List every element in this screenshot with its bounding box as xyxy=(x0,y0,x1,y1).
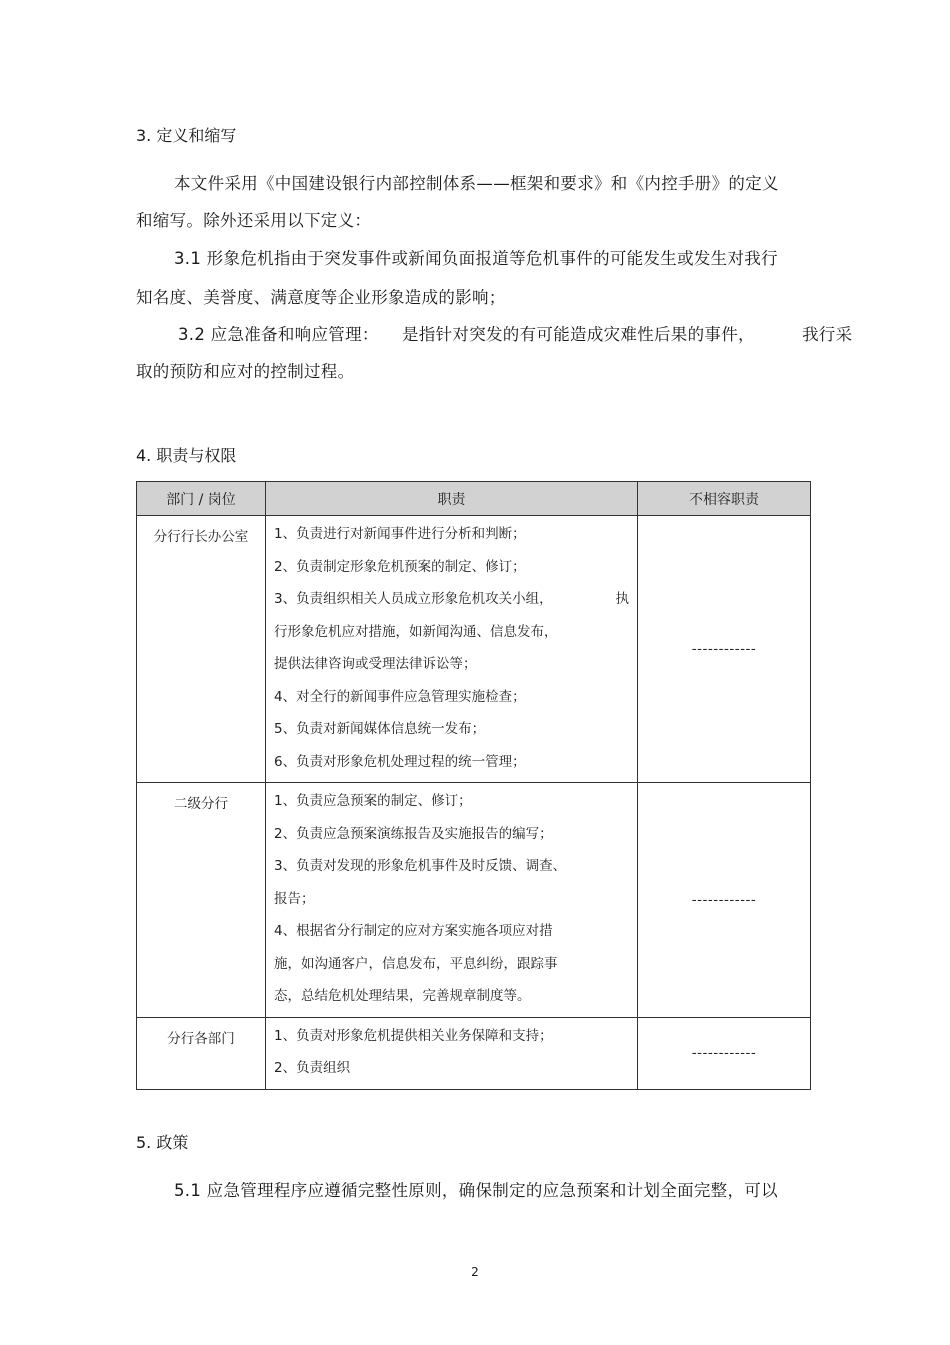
incompatible-cell: ------------ xyxy=(638,1017,811,1089)
section-4-heading: 4. 职责与权限 xyxy=(136,446,237,465)
incompatible-cell: ------------ xyxy=(638,516,811,783)
duties-cell xyxy=(266,783,638,1018)
policy-5-1-line-1: 5.1 应急管理程序应遵循完整性原则，确保制定的应急预案和计划全面完整，可以 xyxy=(174,1181,778,1200)
duty-line: 5、负责对新闻媒体信息统一发布； xyxy=(274,721,486,737)
duty-line: 1、负责应急预案的制定、修订； xyxy=(274,793,472,809)
header-incompatible: 不相容职责 xyxy=(638,482,811,516)
section-3-heading: 3. 定义和缩写 xyxy=(136,126,237,145)
definition-3-1-line-2: 知名度、美誉度、满意度等企业形象造成的影响； xyxy=(136,288,506,307)
table-row xyxy=(137,516,811,783)
duty-line-tail: 执 xyxy=(615,591,629,607)
table-header-row xyxy=(137,482,811,516)
duty-line: 4、根据省分行制定的应对方案实施各项应对措 xyxy=(274,923,553,939)
duties-cell xyxy=(266,1017,638,1089)
department-name: 分行各部门 xyxy=(167,1030,235,1047)
department-cell xyxy=(137,1017,266,1089)
definition-3-2-line-2: 取的预防和应对的控制过程。 xyxy=(136,362,355,381)
duty-line: 行形象危机应对措施，如新闻沟通、信息发布， xyxy=(274,623,558,640)
duty-line: 2、负责组织 xyxy=(274,1060,351,1076)
definition-3-1-line-1: 3.1 形象危机指由于突发事件或新闻负面报道等危机事件的可能发生或发生对我行 xyxy=(174,249,778,268)
department-name: 分行行长办公室 xyxy=(153,529,249,545)
duty-line: 报告； xyxy=(274,890,315,907)
table-row xyxy=(137,1017,811,1089)
duty-line: 1、负责对形象危机提供相关业务保障和支持； xyxy=(274,1027,553,1044)
header-department: 部门 / 岗位 xyxy=(137,482,266,516)
duty-line-text: 3、负责组织相关人员成立形象危机攻关小组， xyxy=(274,591,553,607)
duty-line: 1、负责进行对新闻事件进行分析和判断； xyxy=(274,526,526,542)
section-3-intro-line-1: 本文件采用《中国建设银行内部控制体系——框架和要求》和《内控手册》的定义 xyxy=(174,174,779,193)
department-cell xyxy=(137,516,266,783)
incompatible-cell: ------------ xyxy=(638,783,811,1018)
duty-line: 施，如沟通客户，信息发布，平息纠纷，跟踪事 xyxy=(274,955,558,972)
header-responsibilities: 职责 xyxy=(266,482,638,516)
duty-line: 6、负责对形象危机处理过程的统一管理； xyxy=(274,753,526,770)
duty-line xyxy=(274,583,629,616)
page-number: 2 xyxy=(471,1265,479,1279)
duty-line: 2、负责应急预案演练报告及实施报告的编写； xyxy=(274,825,553,842)
definition-3-2-term: 3.2 应急准备和响应管理： xyxy=(178,325,379,344)
department-name: 二级分行 xyxy=(174,796,228,812)
table-row xyxy=(137,783,811,1018)
duties-cell xyxy=(266,516,638,783)
duty-line: 态，总结危机处理结果，完善规章制度等。 xyxy=(274,988,531,1004)
duty-line: 4、对全行的新闻事件应急管理实施检查； xyxy=(274,688,526,705)
department-cell xyxy=(137,783,266,1018)
duty-line: 提供法律咨询或受理法律诉讼等； xyxy=(274,656,477,672)
responsibility-table xyxy=(136,481,811,1090)
duty-line: 3、负责对发现的形象危机事件及时反馈、调查、 xyxy=(274,858,567,874)
definition-3-2-text-end: 我行采 xyxy=(802,325,853,344)
definition-3-2-text: 是指针对突发的有可能造成灾难性后果的事件， xyxy=(402,325,755,344)
duty-line: 2、负责制定形象危机预案的制定、修订； xyxy=(274,558,526,575)
section-3-intro-line-2: 和缩写。除外还采用以下定义： xyxy=(136,211,372,230)
section-5-heading: 5. 政策 xyxy=(136,1133,189,1152)
